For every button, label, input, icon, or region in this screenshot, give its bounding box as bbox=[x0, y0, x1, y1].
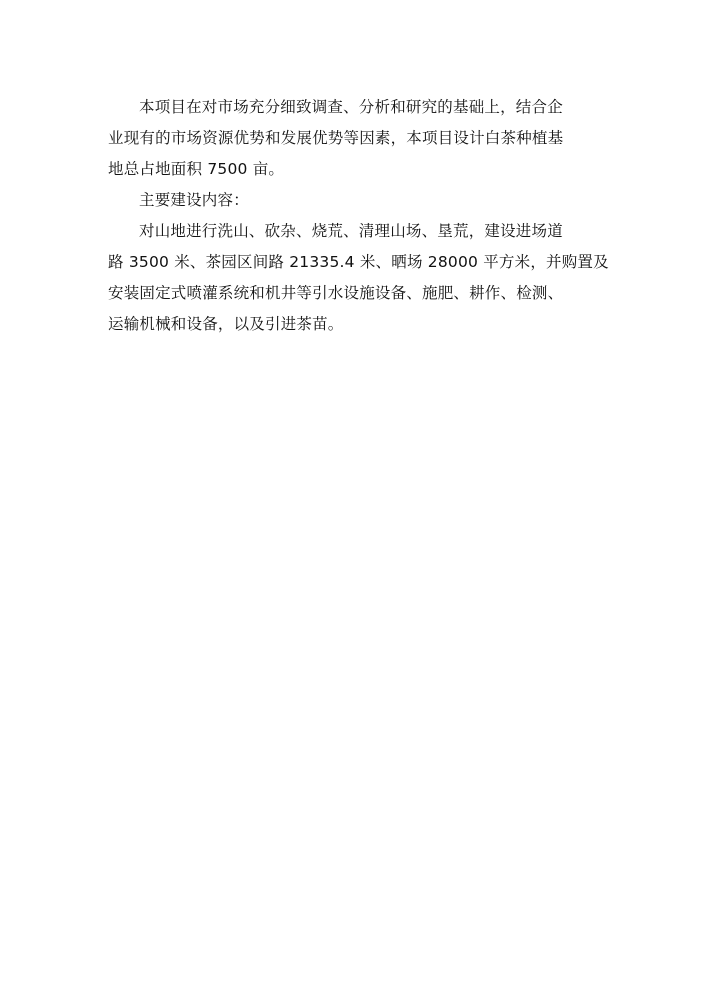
text-line: 运输机械和设备，以及引进茶苗。 bbox=[108, 315, 344, 333]
paragraph-project-overview bbox=[108, 92, 608, 185]
text-line: 业现有的市场资源优势和发展优势等因素，本项目设计白茶种植基 bbox=[108, 129, 564, 147]
text-line: 地总占地面积 7500 亩。 bbox=[108, 160, 285, 178]
paragraph-section-heading bbox=[108, 185, 608, 216]
text-line: 路 3500 米、茶园区间路 21335.4 米、晒场 28000 平方米，并购置及 bbox=[108, 253, 609, 271]
text-line: 对山地进行洗山、砍杂、烧荒、清理山场、垦荒，建设进场道 bbox=[139, 222, 563, 240]
text-line: 主要建设内容： bbox=[139, 191, 249, 209]
document-body bbox=[108, 92, 608, 340]
text-line: 安装固定式喷灌系统和机井等引水设施设备、施肥、耕作、检测、 bbox=[108, 284, 564, 302]
paragraph-construction-content bbox=[108, 216, 608, 340]
text-line: 本项目在对市场充分细致调查、分析和研究的基础上，结合企 bbox=[139, 98, 563, 116]
